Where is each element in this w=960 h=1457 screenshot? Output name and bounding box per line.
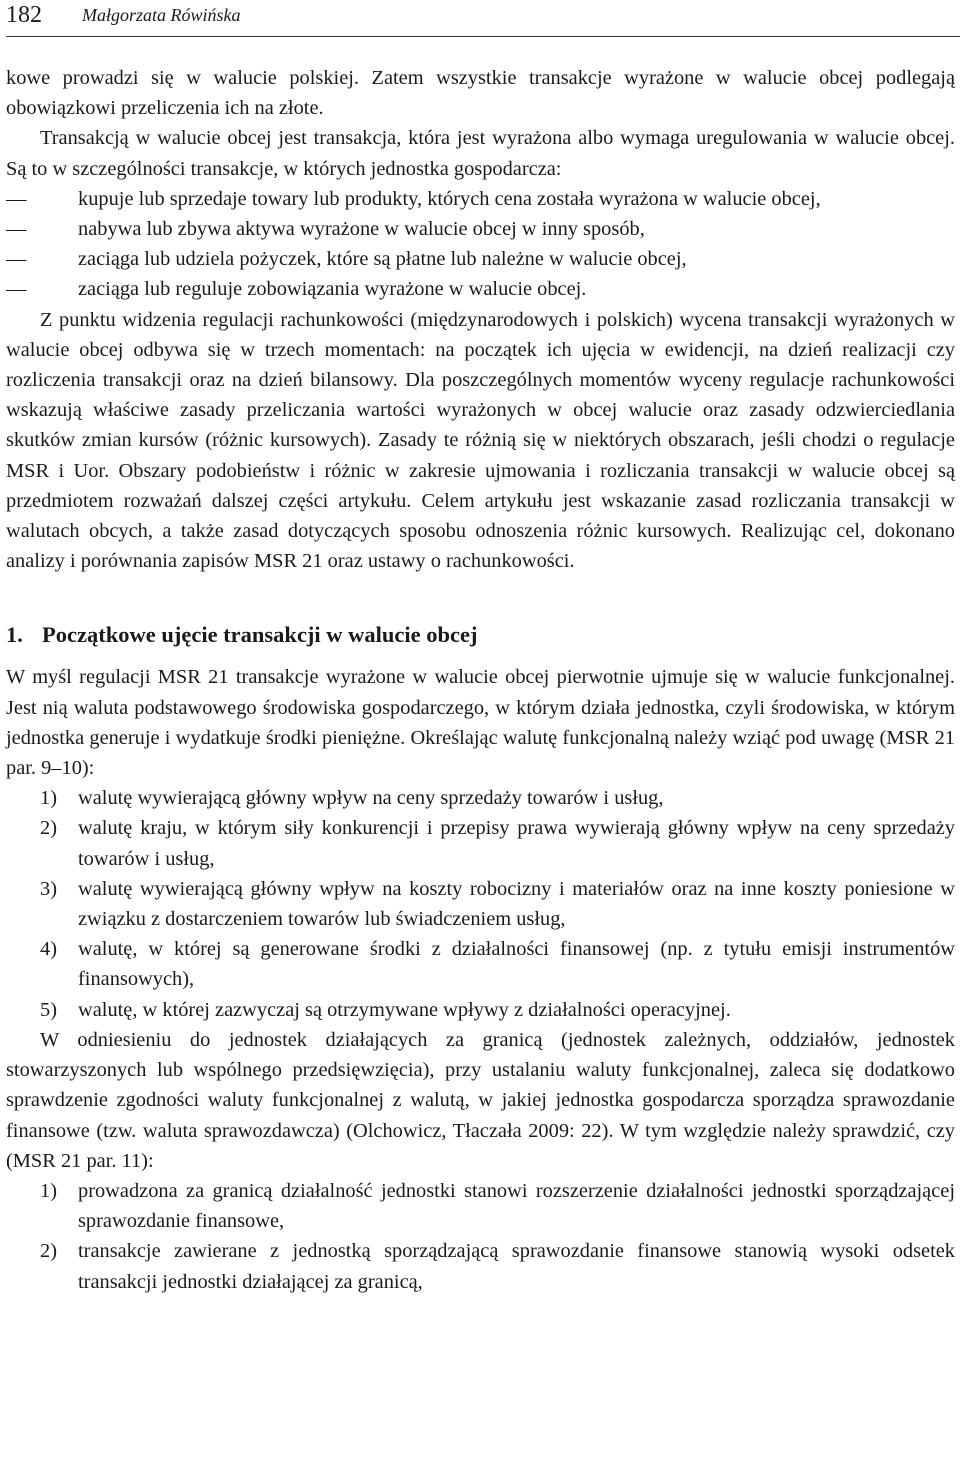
list-item: [6, 1176, 955, 1236]
dash-bullet: —: [6, 218, 27, 241]
list-item: [6, 244, 955, 274]
paragraph: Transakcją w walucie obcej jest transakcja, która jest wyrażona albo wymaga uregulowania w walucie obcej. Są to w szczególności transakcje, w których jednostka gospodarcza:: [6, 127, 955, 180]
list-item-text: transakcje zawierane z jednostką sporządzającą sprawozdanie finansowe stanowią wysoki odsetek transakcji jednostki działającej za granicą,: [78, 1240, 955, 1293]
list-item: [6, 184, 955, 214]
list-item-text: kupuje lub sprzedaje towary lub produkty, których cena została wyrażona w walucie obcej,: [78, 187, 821, 210]
list-item: [6, 1236, 955, 1296]
list-item: [6, 934, 955, 994]
list-item-text: zaciąga lub reguluje zobowiązania wyrażone w walucie obcej.: [78, 278, 587, 301]
list-item-number: 1): [40, 787, 57, 810]
body-text: [6, 63, 955, 1297]
list-item-number: 4): [40, 938, 57, 961]
section-heading: [6, 620, 955, 650]
list-item-number: 2): [40, 1240, 57, 1263]
dash-list: [6, 184, 955, 305]
list-item-text: walutę wywierającą główny wpływ na ceny sprzedaży towarów i usług,: [78, 787, 664, 810]
list-item-text: walutę wywierającą główny wpływ na koszty robocizny i materiałów oraz na inne koszty poniesione w związku z dostarczeniem towarów lub świadczeniem usług,: [78, 877, 955, 931]
list-item-text: nabywa lub zbywa aktywa wyrażone w walucie obcej w inny sposób,: [78, 218, 645, 241]
list-item-text: walutę, w której zazwyczaj są otrzymywane wpływy z działalności operacyjnej.: [78, 998, 731, 1021]
numbered-list: [6, 1176, 955, 1297]
paragraph: W myśl regulacji MSR 21 transakcje wyrażone w walucie obcej pierwotnie ujmuje się w walucie funkcjonalnej. Jest nią waluta podstawowego środowiska gospodarczego, w którym działa jednostka, czyli środowiska, w którym jednostka generuje i wydatkuje środki pieniężne. Określając walutę funkcjonalną należy wziąć pod uwagę (MSR 21 par. 9–10):: [6, 666, 955, 780]
list-item-number: 3): [40, 877, 57, 900]
section-number: 1.: [6, 622, 23, 648]
list-item: [6, 995, 955, 1025]
page-number: 182: [6, 2, 42, 28]
list-item-text: prowadzona za granicą działalność jednostki stanowi rozszerzenie działalności jednostki sporządzającej sprawozdanie finansowe,: [78, 1179, 955, 1233]
list-item-number: 1): [40, 1179, 57, 1202]
list-item-number: 2): [40, 817, 57, 840]
section-title: Początkowe ujęcie transakcji w walucie obcej: [42, 622, 478, 648]
numbered-list: [6, 783, 955, 1025]
list-item-text: zaciąga lub udziela pożyczek, które są płatne lub należne w walucie obcej,: [78, 248, 687, 271]
list-item: [6, 874, 955, 934]
dash-bullet: —: [6, 248, 27, 271]
list-item-text: walutę kraju, w którym siły konkurencji i przepisy prawa wywierają główny wpływ na ceny sprzedaży towarów i usług,: [78, 817, 955, 870]
paragraph: W odniesieniu do jednostek działających za granicą (jednostek zależnych, oddziałów, jednostek stowarzyszonych lub wspólnego przedsięwzięcia), przy ustalaniu waluty funkcjonalnej, zaleca się dodatkowo sprawdzenie zgodności waluty funkcjonalnej z walutą, w jakiej jednostka gospodarcza sporządza sprawozdanie finansowe (tzw. waluta sprawozdawcza) (Olchowicz, Tłaczała 2009: 22). W tym względzie należy sprawdzić, czy (MSR 21 par. 11):: [6, 1028, 955, 1172]
dash-bullet: —: [6, 187, 27, 210]
running-header: [6, 0, 960, 37]
paragraph: kowe prowadzi się w walucie polskiej. Zatem wszystkie transakcje wyrażone w walucie obcej podlegają obowiązkowi przeliczenia ich na złote.: [6, 67, 955, 120]
list-item: [6, 214, 955, 244]
paragraph: Z punktu widzenia regulacji rachunkowości (międzynarodowych i polskich) wycena transakcji wyrażonych w walucie obcej odbywa się w trzech momentach: na początek ich ujęcia w ewidencji, na dzień realizacji czy rozliczenia transakcji oraz na dzień bilansowy. Dla poszczególnych momentów wyceny regulacje rachunkowości wskazują właściwe zasady przeliczania wartości wyrażonych w obcej walucie oraz zasady odzwierciedlania skutków zmian kursów (różnic kursowych). Zasady te różnią się w niektórych obszarach, jeśli chodzi o regulacje MSR i Uor. Obszary podobieństw i różnic w zakresie ujmowania i rozliczania transakcji w walucie obcej są przedmiotem rozważań dalszej części artykułu. Celem artykułu jest wskazanie zasad rozliczania transakcji w walutach obcych, a także zasad dotyczących sposobu odnoszenia różnic kursowych. Realizując cel, dokonano analizy i porównania zapisów MSR 21 oraz ustawy o rachunkowości.: [6, 308, 955, 573]
list-item-number: 5): [40, 998, 57, 1021]
author-name: Małgorzata Rówińska: [82, 5, 241, 25]
list-item: [6, 813, 955, 873]
list-item: [6, 783, 955, 813]
list-item: [6, 274, 955, 304]
dash-bullet: —: [6, 278, 27, 301]
list-item-text: walutę, w której są generowane środki z działalności finansowej (np. z tytułu emisji instrumentów finansowych),: [78, 938, 955, 991]
